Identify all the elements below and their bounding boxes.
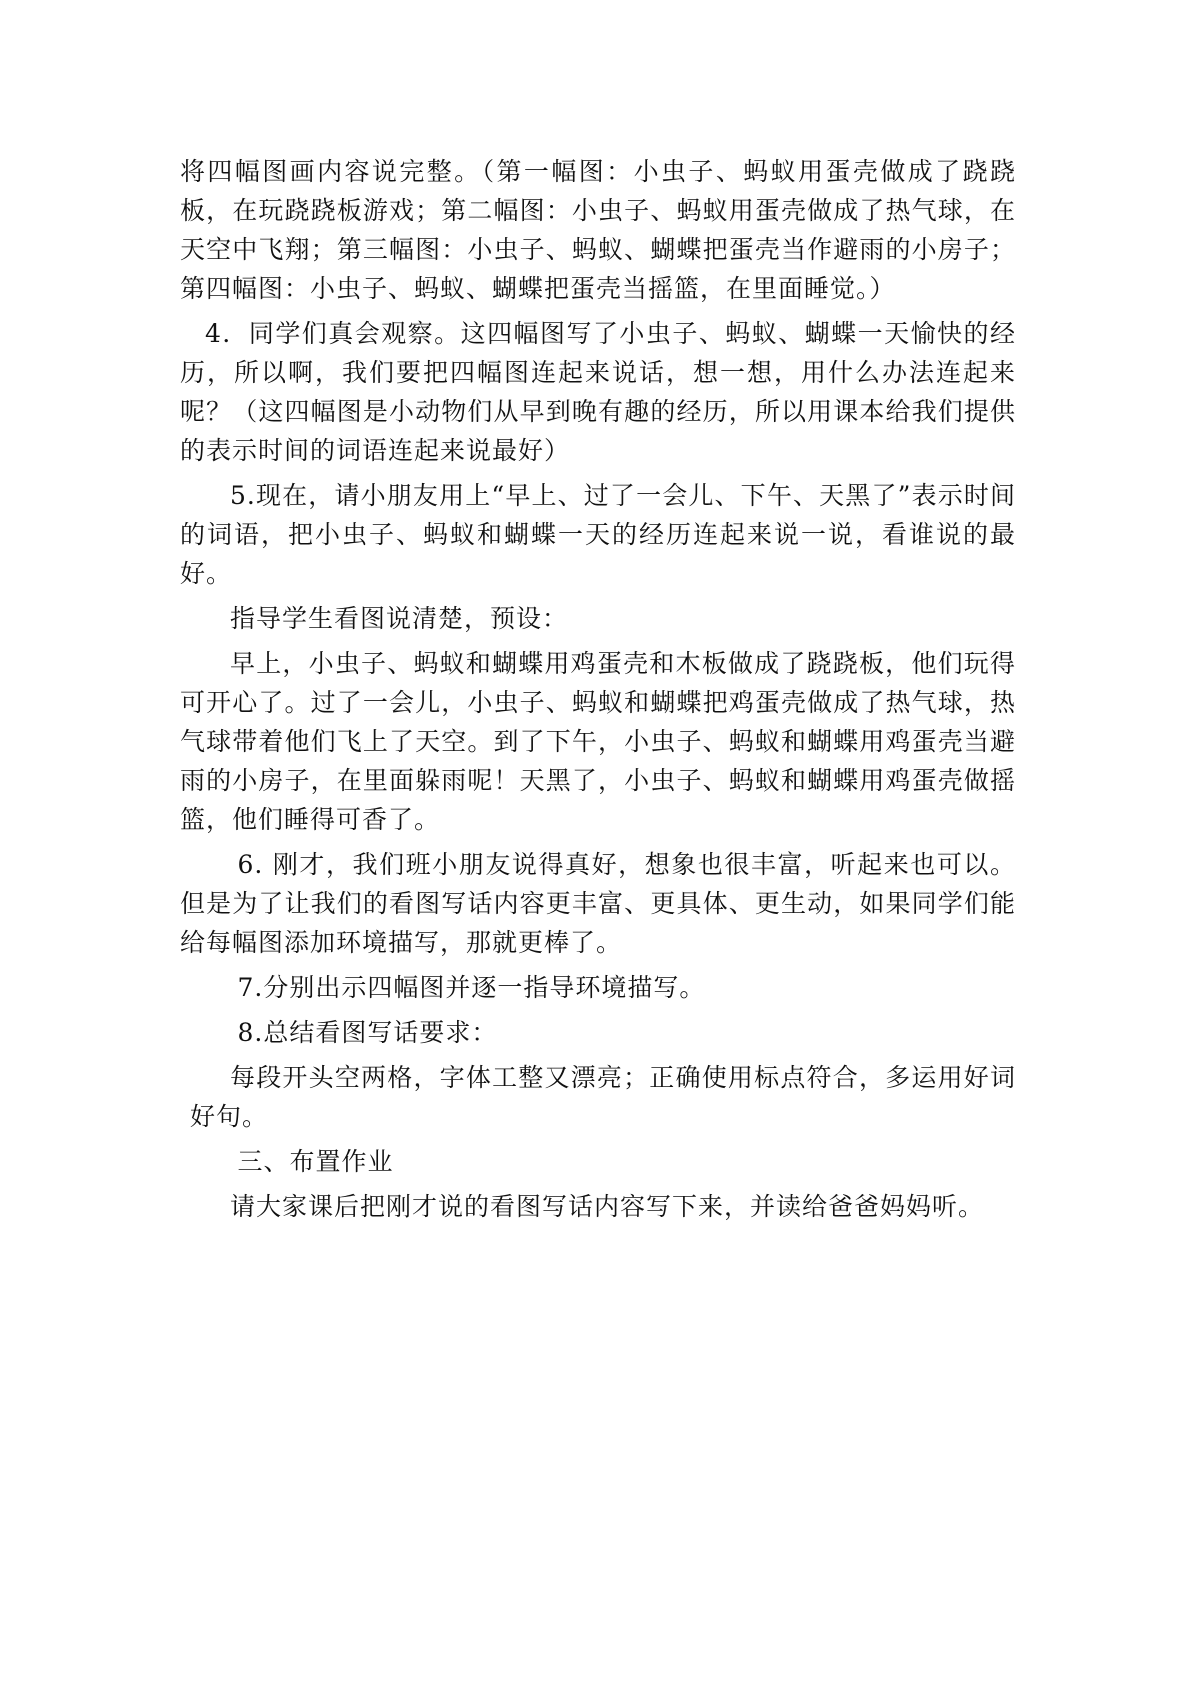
paragraph-step-6: 6. 刚才，我们班小朋友说得真好，想象也很丰富，听起来也可以。但是为了让我们的看图写话内容更丰富、更具体、更生动，如果同学们能给每幅图添加环境描写，那就更棒了。: [180, 850, 1016, 957]
paragraph-picture-summary: 将四幅图画内容说完整。（第一幅图：小虫子、蚂蚁用蛋壳做成了跷跷板，在玩跷跷板游戏；第二幅图：小虫子、蚂蚁用蛋壳做成了热气球，在天空中飞翔；第三幅图：小虫子、蚂蚁、蝴蝶把蛋壳当作避雨的小房子；第四幅图：小虫子、蚂蚁、蝴蝶把蛋壳当摇篮，在里面睡觉。）: [180, 157, 1016, 303]
paragraph-step-7: 7.分别出示四幅图并逐一指导环境描写。: [237, 973, 706, 1002]
document-body: [180, 152, 1016, 1232]
paragraph-homework: 请大家课后把刚才说的看图写话内容写下来，并读给爸爸妈妈听。: [230, 1192, 985, 1221]
paragraph-sample-story: 早上，小虫子、蚂蚁和蝴蝶用鸡蛋壳和木板做成了跷跷板，他们玩得可开心了。过了一会儿，小虫子、蚂蚁和蝴蝶把鸡蛋壳做成了热气球，热气球带着他们飞上了天空。到了下午，小虫子、蚂蚁和蝴蝶用鸡蛋壳当避雨的小房子，在里面躲雨呢！天黑了，小虫子、蚂蚁和蝴蝶用鸡蛋壳做摇篮，他们睡得可香了。: [180, 649, 1016, 834]
paragraph-step-4: 4．同学们真会观察。这四幅图写了小虫子、蚂蚁、蝴蝶一天愉快的经历，所以啊，我们要把四幅图连起来说话，想一想，用什么办法连起来呢？（这四幅图是小动物们从早到晚有趣的经历，所以用课本给我们提供的表示时间的词语连起来说最好）: [180, 319, 1016, 465]
paragraph-step-8: 8.总结看图写话要求：: [237, 1018, 498, 1047]
paragraph-guidance: 指导学生看图说清楚，预设：: [230, 604, 569, 633]
section-heading-homework: 三、布置作业: [237, 1147, 394, 1176]
paragraph-writing-requirements: 每段开头空两格，字体工整又漂亮；正确使用标点符合，多运用好词好句。: [190, 1063, 1016, 1131]
paragraph-step-5: 5.现在，请小朋友用上“早上、过了一会儿、下午、天黑了”表示时间的词语，把小虫子、蚂蚁和蝴蝶一天的经历连起来说一说，看谁说的最好。: [180, 481, 1016, 588]
